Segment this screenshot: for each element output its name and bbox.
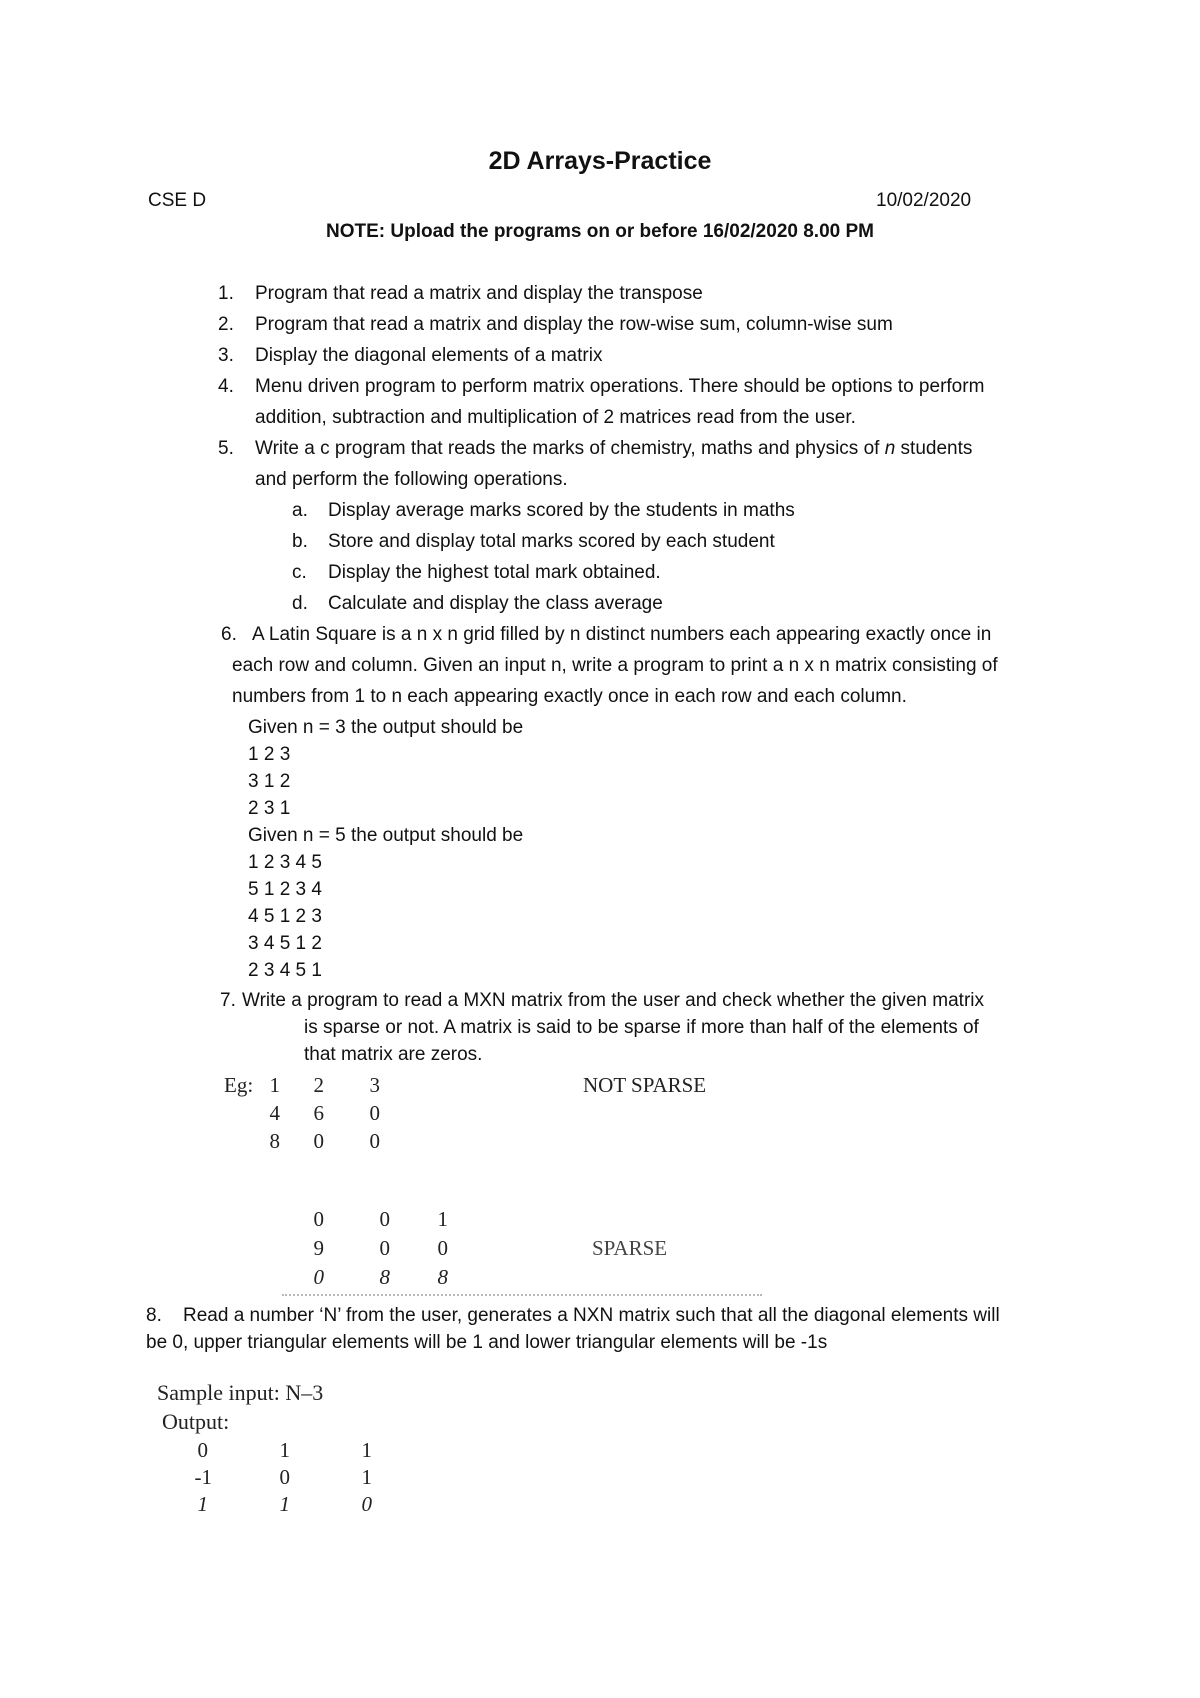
- latin-row: 4 5 1 2 3: [248, 906, 322, 927]
- output-cell: 1: [197, 1492, 208, 1516]
- class-name: CSE D: [148, 190, 207, 211]
- item-number: 2.: [218, 314, 234, 335]
- output-cell: -1: [194, 1465, 212, 1489]
- matrix-cell: 1: [269, 1073, 280, 1097]
- upload-note: NOTE: Upload the programs on or before 16/02/2020 8.00 PM: [326, 221, 874, 242]
- output-cell: 0: [279, 1465, 290, 1489]
- matrix-cell: 1: [437, 1207, 448, 1231]
- item-text: Program that read a matrix and display the transpose: [255, 283, 703, 304]
- latin-row: 2 3 4 5 1: [248, 960, 322, 981]
- matrix-cell: 6: [313, 1101, 324, 1125]
- item-text: Program that read a matrix and display the row-wise sum, column-wise sum: [255, 314, 893, 335]
- matrix-cell: 4: [269, 1101, 280, 1125]
- matrix-cell: 3: [369, 1073, 380, 1097]
- latin-row: 5 1 2 3 4: [248, 879, 322, 900]
- item-number: 4.: [218, 376, 234, 397]
- matrix-cell: 0: [313, 1129, 324, 1153]
- latin-row: 3 1 2: [248, 771, 291, 792]
- matrix-cell: 0: [313, 1265, 324, 1289]
- matrix-cell: 0: [369, 1101, 380, 1125]
- item-number: 3.: [218, 345, 234, 366]
- output-cell: 1: [361, 1465, 372, 1489]
- variable-n: n: [884, 438, 896, 459]
- output-cell: 1: [279, 1492, 290, 1516]
- output-cell: 0: [361, 1492, 372, 1516]
- matrix-cell: 9: [313, 1236, 324, 1260]
- matrix-cell: 0: [379, 1236, 390, 1260]
- matrix-cell: 0: [379, 1207, 390, 1231]
- matrix-cell: 2: [313, 1073, 324, 1097]
- matrix-cell: 8: [379, 1265, 390, 1289]
- item-text: that matrix are zeros.: [304, 1044, 483, 1065]
- latin-row: 1 2 3 4 5: [248, 852, 322, 873]
- item-text: be 0, upper triangular elements will be 1 and lower triangular elements will be -1s: [146, 1332, 828, 1353]
- subitem-text: Display the highest total mark obtained.: [328, 562, 661, 583]
- matrix-cell: 0: [437, 1236, 448, 1260]
- item-text: numbers from 1 to n each appearing exactly once in each row and each column.: [232, 686, 907, 707]
- date: 10/02/2020: [876, 190, 972, 211]
- output-cell: 1: [361, 1438, 372, 1462]
- matrix-cell: 8: [437, 1265, 448, 1289]
- subitem-letter: d.: [292, 593, 308, 614]
- subitem-letter: b.: [292, 531, 308, 552]
- item-number: 1.: [218, 283, 234, 304]
- subitem-letter: c.: [292, 562, 307, 583]
- latin-row: 1 2 3: [248, 744, 291, 765]
- sample-input-label: Sample input: N–3: [157, 1380, 324, 1405]
- item-text: A Latin Square is a n x n grid filled by n distinct numbers each appearing exactly once in: [252, 624, 992, 645]
- latin-given-3: Given n = 3 the output should be: [248, 717, 524, 738]
- not-sparse-label: NOT SPARSE: [583, 1073, 707, 1097]
- subitem-text: Display average marks scored by the students in maths: [328, 500, 795, 521]
- scan-artifact-line: [282, 1288, 762, 1296]
- matrix-cell: 0: [369, 1129, 380, 1153]
- item-text: Display the diagonal elements of a matrix: [255, 345, 603, 366]
- matrix-cell: 8: [269, 1129, 280, 1153]
- item-text: addition, subtraction and multiplication of 2 matrices read from the user.: [255, 407, 856, 428]
- item-text: Read a number ‘N’ from the user, generates a NXN matrix such that all the diagonal elements will: [183, 1305, 1000, 1326]
- item-text: Write a program to read a MXN matrix from the user and check whether the given matrix: [242, 990, 985, 1011]
- sparse-label: SPARSE: [592, 1236, 668, 1260]
- item-number: 8.: [146, 1305, 162, 1326]
- item-text: Menu driven program to perform matrix operations. There should be options to perform: [255, 376, 985, 397]
- item-number: 7.: [220, 990, 236, 1011]
- item-number: 6.: [221, 624, 237, 645]
- subitem-text: Calculate and display the class average: [328, 593, 663, 614]
- output-cell: 0: [197, 1438, 208, 1462]
- page-title: 2D Arrays-Practice: [488, 147, 712, 175]
- item-number: 5.: [218, 438, 234, 459]
- eg-label: Eg:: [224, 1073, 254, 1097]
- output-cell: 1: [279, 1438, 290, 1462]
- item-text: each row and column. Given an input n, write a program to print a n x n matrix consisting of: [232, 655, 998, 676]
- subitem-text: Store and display total marks scored by each student: [328, 531, 775, 552]
- latin-row: 2 3 1: [248, 798, 291, 819]
- matrix-cell: 0: [313, 1207, 324, 1231]
- latin-given-5: Given n = 5 the output should be: [248, 825, 524, 846]
- output-label: Output:: [162, 1409, 230, 1434]
- latin-row: 3 4 5 1 2: [248, 933, 322, 954]
- item-text: and perform the following operations.: [255, 469, 568, 490]
- item-text: Write a c program that reads the marks of chemistry, maths and physics of n students: [255, 438, 973, 459]
- item-text: is sparse or not. A matrix is said to be sparse if more than half of the elements of: [304, 1017, 979, 1038]
- subitem-letter: a.: [292, 500, 308, 521]
